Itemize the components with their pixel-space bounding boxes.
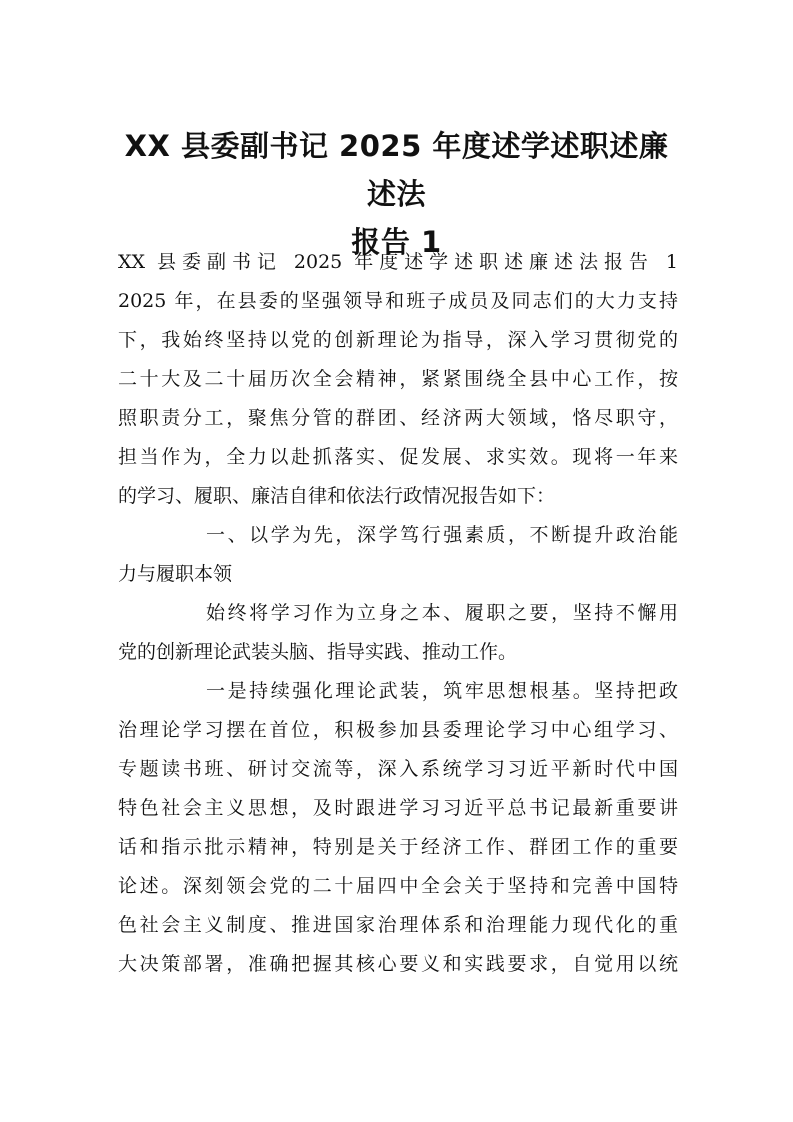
body-line: 党的创新理论武装头脑、指导实践、推动工作。 xyxy=(118,641,518,663)
body-line: 始终将学习作为立身之本、履职之要，坚持不懈用 xyxy=(206,602,678,624)
body-line: 话和指示批示精神，特别是关于经济工作、群团工作的重要 xyxy=(118,836,678,858)
body-line: 治理论学习摆在首位，积极参加县委理论学习中心组学习、 xyxy=(118,719,678,741)
body-line: 照职责分工，聚焦分管的群团、经济两大领域，恪尽职守， xyxy=(118,407,678,429)
body-line: 论述。深刻领会党的二十届四中全会关于坚持和完善中国特 xyxy=(118,875,678,897)
body-line: 大决策部署，准确把握其核心要义和实践要求，自觉用以统 xyxy=(118,953,678,975)
title-line-2: 报告 1 xyxy=(351,225,442,259)
body-line: 担当作为，全力以赴抓落实、促发展、求实效。现将一年来 xyxy=(118,446,678,468)
section-heading-line: 一、以学为先，深学笃行强素质，不断提升政治能 xyxy=(206,524,678,546)
body-line: 的学习、履职、廉洁自律和依法行政情况报告如下： xyxy=(118,485,556,507)
document-body xyxy=(118,243,678,984)
body-line: 专题读书班、研讨交流等，深入系统学习习近平新时代中国 xyxy=(118,758,678,780)
body-line: 一是持续强化理论武装，筑牢思想根基。坚持把政 xyxy=(206,680,678,702)
title-line-1: XX 县委副书记 2025 年度述学述职述廉述法 xyxy=(124,129,669,211)
body-line: 2025 年，在县委的坚强领导和班子成员及同志们的大力支持 xyxy=(118,290,678,312)
section-heading-line: 力与履职本领 xyxy=(118,563,233,585)
body-line: 色社会主义制度、推进国家治理体系和治理能力现代化的重 xyxy=(118,914,678,936)
body-line: 二十大及二十届历次全会精神，紧紧围绕全县中心工作，按 xyxy=(118,368,678,390)
body-line: 特色社会主义思想，及时跟进学习习近平总书记最新重要讲 xyxy=(118,797,678,819)
body-line: 下，我始终坚持以党的创新理论为指导，深入学习贯彻党的 xyxy=(118,329,678,351)
body-line: XX 县委副书记 2025 年度述学述职述廉述法报告 1 xyxy=(118,251,678,273)
